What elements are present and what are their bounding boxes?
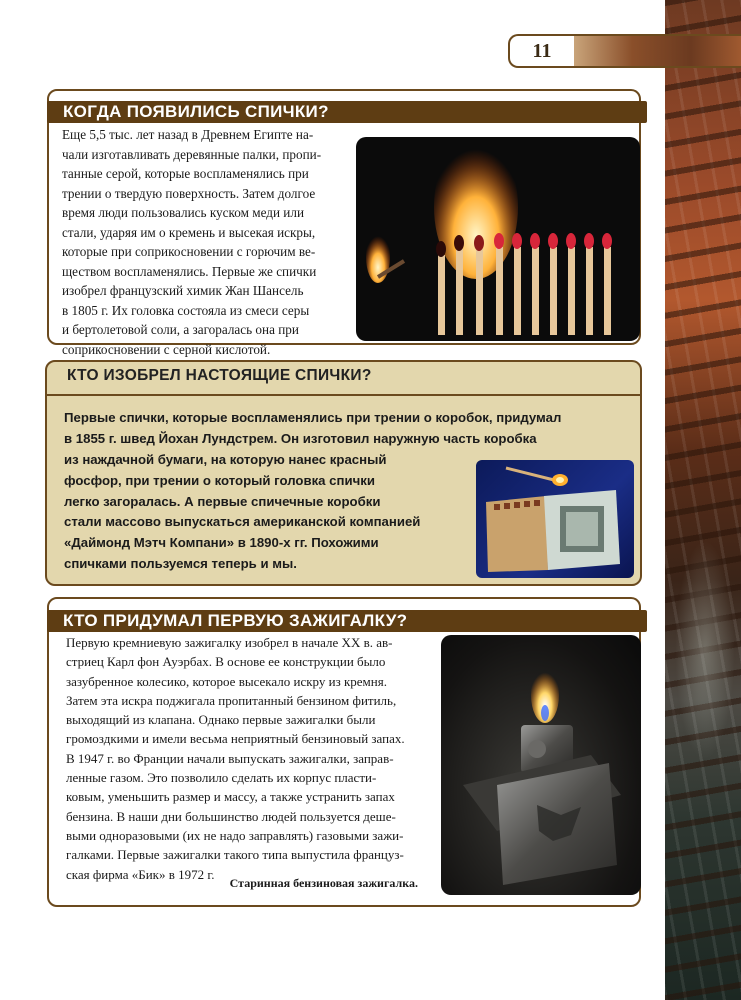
text-line: соприкосновении с серной кислотой. bbox=[62, 341, 271, 357]
text-line: легко загоралась. А первые спичечные коробки bbox=[64, 493, 381, 509]
text-line: выходящий из клапана. Однако первые зажигалки были bbox=[66, 712, 376, 728]
text-line: фосфор, при трении о который головка спички bbox=[64, 472, 375, 488]
text-line: трении о твердую поверхность. Затем долгое bbox=[62, 185, 316, 201]
matchbox-illustration bbox=[476, 460, 634, 578]
section1-text bbox=[62, 125, 348, 359]
text-line: из наждачной бумаги, на которую нанес красный bbox=[64, 452, 387, 467]
text-line: галками. Первые зажигалки такого типа выпустила француз- bbox=[66, 847, 404, 863]
text-line: громоздкими и имели весьма неприятный бензиновый запах. bbox=[66, 731, 405, 747]
text-line: в 1805 г. Их головка состояла из смеси серы bbox=[62, 302, 310, 318]
section2-text-full bbox=[64, 408, 634, 450]
text-line: стали, ударяя им о кремень и высекая искры, bbox=[62, 224, 316, 240]
lighter-caption: Старинная бензиновая зажигалка. bbox=[229, 876, 418, 890]
text-line: спичками пользуемся теперь и мы. bbox=[64, 555, 297, 571]
section3-text bbox=[66, 633, 430, 884]
text-line: зазубренное колесико, которое высекало искру из кремня. bbox=[66, 673, 387, 689]
burning-matches-photo bbox=[356, 137, 640, 341]
text-line: выми одноразовыми (их не надо заправлять) газовыми зажи- bbox=[66, 827, 404, 843]
text-line: Затем эта искра поджигала пропитанный бензином фитиль, bbox=[66, 692, 397, 708]
text-line: в 1855 г. швед Йохан Лундстрем. Он изготовил наружную часть коробка bbox=[64, 430, 537, 446]
text-line: которые при соприкосновении с горючим ве- bbox=[62, 244, 316, 259]
text-line: ществом воспламенялись. Первые же спички bbox=[62, 263, 317, 279]
matches-illustration bbox=[356, 137, 640, 341]
page-number: 11 bbox=[508, 34, 574, 68]
petrol-lighter-photo bbox=[441, 635, 641, 895]
text-line: Первые спички, которые воспламенялись при трении о коробок, придумал bbox=[64, 410, 562, 425]
text-line: стали массово выпускаться американской компанией bbox=[64, 514, 421, 530]
text-line: ская фирма «Бик» в 1972 г. bbox=[66, 866, 215, 882]
text-line: Первую кремниевую зажигалку изобрел в начале XX в. ав- bbox=[66, 635, 393, 650]
text-line: бензина. В наши дни большинство людей пользуется деше- bbox=[66, 808, 396, 824]
text-line: изобрел французский химик Жан Шансель bbox=[62, 283, 304, 298]
section2-text-wrapped bbox=[64, 450, 468, 575]
water-splash bbox=[675, 540, 735, 760]
text-line: ковым, уменьшить размер и массу, а также устранить запах bbox=[66, 789, 395, 805]
page-number-tab bbox=[508, 34, 741, 70]
text-line: В 1947 г. во Франции начали выпускать зажигалки, заправ- bbox=[66, 750, 394, 766]
text-line: ленные газом. Это позволило сделать их корпус пласти- bbox=[66, 770, 377, 786]
text-line: танные серой, которые воспламенялись при bbox=[62, 166, 309, 181]
text-line: Еще 5,5 тыс. лет назад в Древнем Египте на- bbox=[62, 127, 314, 142]
page-tab-photo bbox=[574, 34, 741, 68]
text-line: время люди пользовались куском меди или bbox=[62, 205, 305, 220]
water-wheel-photo-strip bbox=[665, 0, 741, 1000]
text-line: «Даймонд Мэтч Компани» в 1890-х гг. Похожими bbox=[64, 535, 379, 551]
text-line: чали изготавливать деревянные палки, пропи- bbox=[62, 146, 322, 162]
section2-title: КТО ИЗОБРЕЛ НАСТОЯЩИЕ СПИЧКИ? bbox=[67, 367, 372, 384]
text-line: стриец Карл фон Ауэрбах. В основе ее конструкции было bbox=[66, 654, 386, 670]
section2-divider bbox=[47, 394, 640, 396]
section1-title: КОГДА ПОЯВИЛИСЬ СПИЧКИ? bbox=[47, 101, 647, 123]
section3-title: КТО ПРИДУМАЛ ПЕРВУЮ ЗАЖИГАЛКУ? bbox=[47, 610, 647, 632]
text-line: и бертолетовой соли, а загоралась она при bbox=[62, 322, 299, 337]
lighter-illustration bbox=[441, 635, 641, 895]
matchbox-photo bbox=[476, 460, 634, 578]
